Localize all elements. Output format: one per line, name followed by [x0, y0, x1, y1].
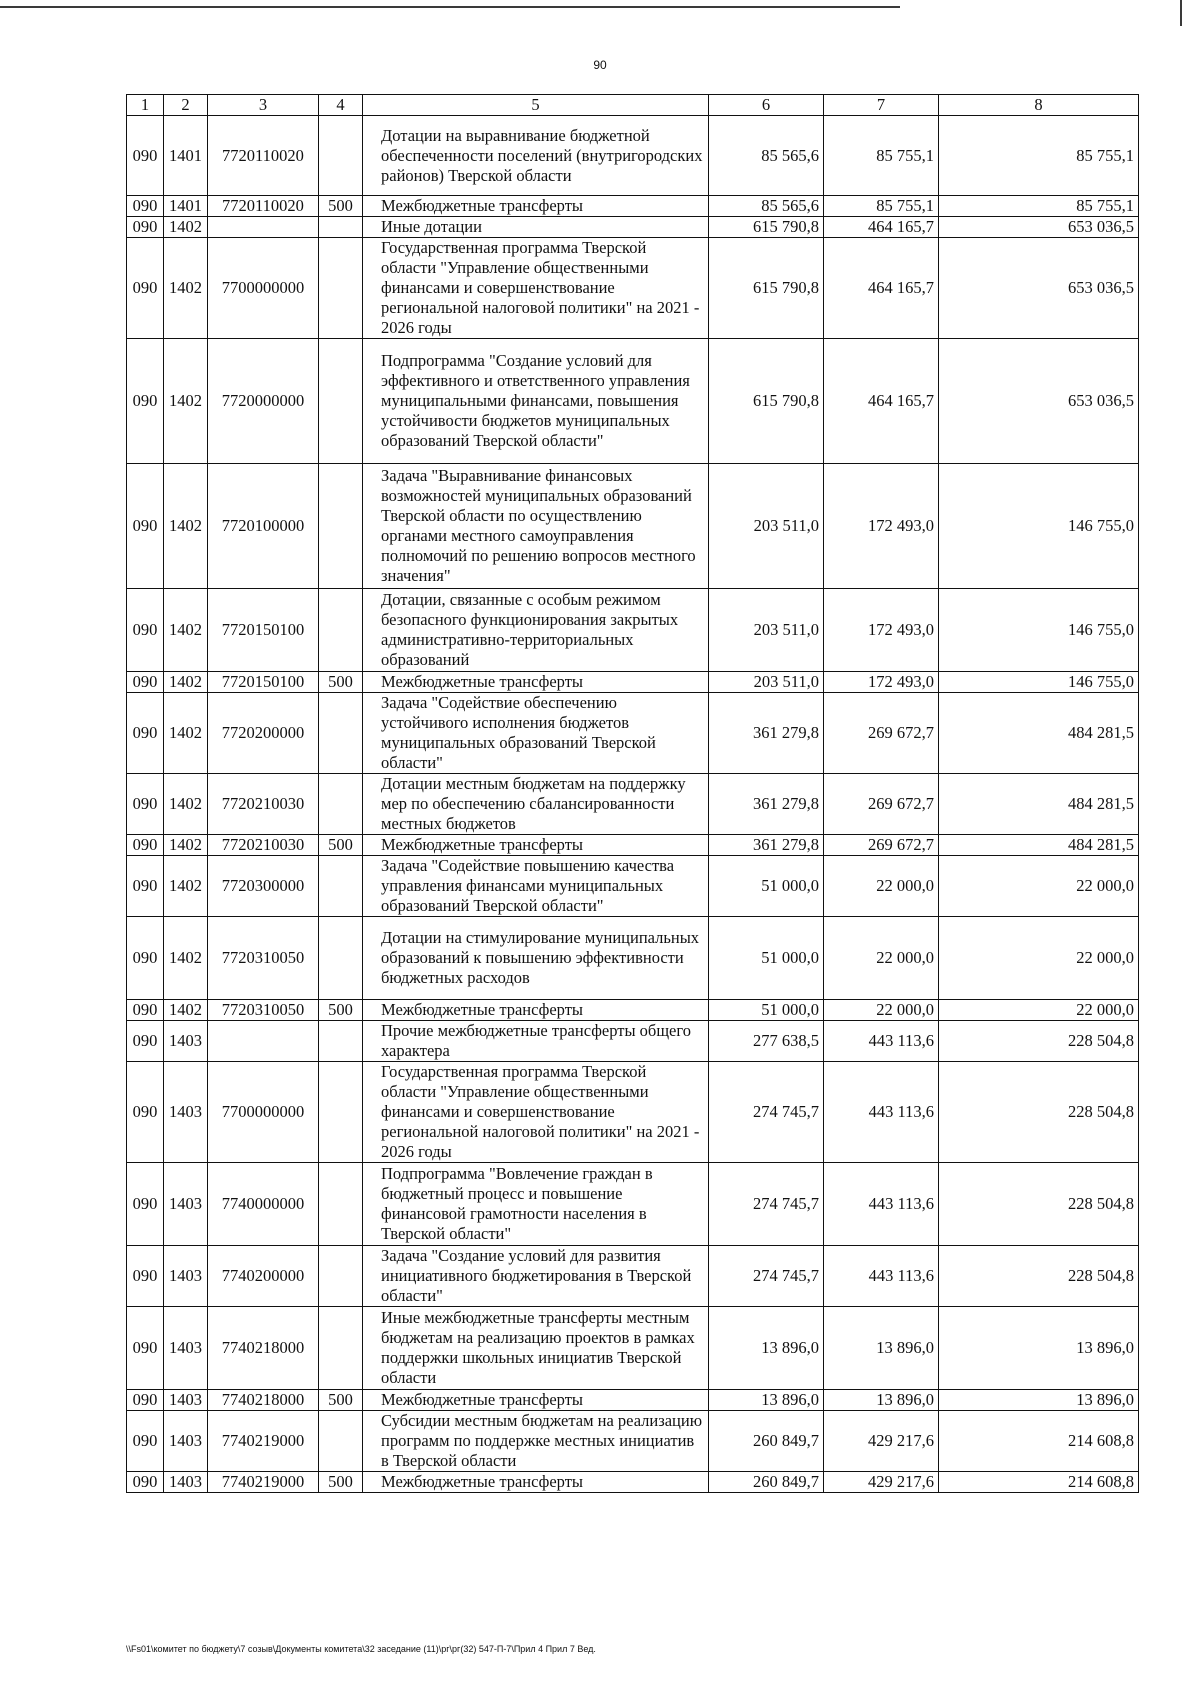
header-col-8: 8 — [939, 95, 1139, 116]
table-row — [127, 1163, 1139, 1246]
cell-amount-8: 85 755,1 — [939, 196, 1139, 217]
cell-amount-7: 464 165,7 — [824, 217, 939, 238]
header-col-1: 1 — [127, 95, 164, 116]
cell-expense-type — [319, 1411, 363, 1472]
cell-expense-type — [319, 339, 363, 464]
cell-name: Дотации на стимулирование муниципальных образований к повышению эффективности бюджетных расходов — [363, 917, 709, 1000]
cell-amount-8: 484 281,5 — [939, 774, 1139, 835]
cell-amount-6: 260 849,7 — [709, 1472, 824, 1493]
cell-amount-7: 429 217,6 — [824, 1411, 939, 1472]
cell-amount-6: 361 279,8 — [709, 835, 824, 856]
cell-amount-7: 172 493,0 — [824, 464, 939, 589]
cell-section: 1403 — [164, 1163, 208, 1246]
cell-target-code: 7740000000 — [208, 1163, 319, 1246]
cell-section: 1402 — [164, 1000, 208, 1021]
cell-code: 090 — [127, 217, 164, 238]
cell-code: 090 — [127, 464, 164, 589]
cell-code: 090 — [127, 116, 164, 196]
cell-amount-7: 443 113,6 — [824, 1021, 939, 1062]
cell-name: Задача "Содействие повышению качества управления финансами муниципальных образований Тверской области" — [363, 856, 709, 917]
cell-code: 090 — [127, 1163, 164, 1246]
cell-amount-7: 172 493,0 — [824, 672, 939, 693]
cell-section: 1403 — [164, 1411, 208, 1472]
scan-edge-line — [0, 6, 900, 8]
cell-amount-8: 146 755,0 — [939, 672, 1139, 693]
cell-code: 090 — [127, 1062, 164, 1163]
cell-target-code: 7720100000 — [208, 464, 319, 589]
cell-section: 1403 — [164, 1021, 208, 1062]
cell-expense-type: 500 — [319, 1000, 363, 1021]
cell-amount-7: 22 000,0 — [824, 1000, 939, 1021]
cell-amount-6: 277 638,5 — [709, 1021, 824, 1062]
cell-code: 090 — [127, 589, 164, 672]
table-row — [127, 1472, 1139, 1493]
cell-expense-type: 500 — [319, 1390, 363, 1411]
cell-expense-type — [319, 464, 363, 589]
cell-name: Государственная программа Тверской области "Управление общественными финансами и совершенствование региональной налоговой политики" на 2021 - 2026 годы — [363, 238, 709, 339]
cell-amount-7: 172 493,0 — [824, 589, 939, 672]
table-row — [127, 196, 1139, 217]
cell-target-code: 7720210030 — [208, 774, 319, 835]
header-col-3: 3 — [208, 95, 319, 116]
table-row — [127, 464, 1139, 589]
cell-amount-8: 22 000,0 — [939, 1000, 1139, 1021]
cell-name: Межбюджетные трансферты — [363, 1000, 709, 1021]
cell-expense-type: 500 — [319, 672, 363, 693]
cell-amount-7: 443 113,6 — [824, 1062, 939, 1163]
cell-amount-7: 22 000,0 — [824, 856, 939, 917]
cell-code: 090 — [127, 856, 164, 917]
cell-expense-type — [319, 1021, 363, 1062]
cell-amount-7: 13 896,0 — [824, 1307, 939, 1390]
scan-edge-mark — [1180, 0, 1182, 26]
cell-code: 090 — [127, 339, 164, 464]
cell-expense-type — [319, 693, 363, 774]
cell-name: Задача "Выравнивание финансовых возможностей муниципальных образований Тверской области по осуществлению органами местного самоуправления полномочий по решению вопросов местного значения" — [363, 464, 709, 589]
table-row — [127, 835, 1139, 856]
cell-amount-6: 274 745,7 — [709, 1246, 824, 1307]
cell-target-code: 7720110020 — [208, 196, 319, 217]
header-col-5: 5 — [363, 95, 709, 116]
table-row — [127, 1246, 1139, 1307]
cell-amount-7: 464 165,7 — [824, 339, 939, 464]
cell-section: 1403 — [164, 1472, 208, 1493]
cell-target-code: 7740219000 — [208, 1411, 319, 1472]
cell-section: 1401 — [164, 116, 208, 196]
cell-name: Подпрограмма "Вовлечение граждан в бюджетный процесс и повышение финансовой грамотности населения в Тверской области" — [363, 1163, 709, 1246]
cell-expense-type — [319, 238, 363, 339]
cell-code: 090 — [127, 1472, 164, 1493]
cell-name: Задача "Создание условий для развития инициативного бюджетирования в Тверской области" — [363, 1246, 709, 1307]
cell-amount-6: 13 896,0 — [709, 1307, 824, 1390]
cell-amount-6: 274 745,7 — [709, 1062, 824, 1163]
cell-amount-7: 429 217,6 — [824, 1472, 939, 1493]
cell-expense-type — [319, 1246, 363, 1307]
cell-amount-6: 615 790,8 — [709, 339, 824, 464]
cell-amount-7: 85 755,1 — [824, 116, 939, 196]
cell-amount-8: 228 504,8 — [939, 1021, 1139, 1062]
cell-amount-8: 228 504,8 — [939, 1163, 1139, 1246]
table-row — [127, 1411, 1139, 1472]
cell-target-code: 7720000000 — [208, 339, 319, 464]
table-row — [127, 589, 1139, 672]
cell-code: 090 — [127, 1390, 164, 1411]
cell-expense-type: 500 — [319, 196, 363, 217]
table-row — [127, 116, 1139, 196]
cell-target-code: 7720150100 — [208, 589, 319, 672]
cell-section: 1403 — [164, 1062, 208, 1163]
cell-section: 1402 — [164, 217, 208, 238]
cell-amount-6: 85 565,6 — [709, 196, 824, 217]
cell-name: Иные дотации — [363, 217, 709, 238]
cell-code: 090 — [127, 1411, 164, 1472]
cell-code: 090 — [127, 917, 164, 1000]
cell-name: Прочие межбюджетные трансферты общего характера — [363, 1021, 709, 1062]
cell-name: Дотации на выравнивание бюджетной обеспеченности поселений (внутригородских районов) Тверской области — [363, 116, 709, 196]
cell-code: 090 — [127, 835, 164, 856]
cell-amount-8: 653 036,5 — [939, 339, 1139, 464]
table-row — [127, 1021, 1139, 1062]
cell-expense-type: 500 — [319, 835, 363, 856]
cell-amount-7: 269 672,7 — [824, 693, 939, 774]
table-row — [127, 917, 1139, 1000]
cell-amount-7: 22 000,0 — [824, 917, 939, 1000]
header-col-4: 4 — [319, 95, 363, 116]
cell-target-code: 7720200000 — [208, 693, 319, 774]
cell-amount-6: 203 511,0 — [709, 464, 824, 589]
cell-target-code: 7740200000 — [208, 1246, 319, 1307]
cell-amount-8: 13 896,0 — [939, 1390, 1139, 1411]
table-row — [127, 238, 1139, 339]
cell-name: Межбюджетные трансферты — [363, 835, 709, 856]
cell-section: 1403 — [164, 1246, 208, 1307]
cell-name: Межбюджетные трансферты — [363, 672, 709, 693]
cell-section: 1401 — [164, 196, 208, 217]
table-row — [127, 339, 1139, 464]
cell-amount-7: 464 165,7 — [824, 238, 939, 339]
table-header-row — [127, 95, 1139, 116]
cell-amount-7: 269 672,7 — [824, 774, 939, 835]
cell-section: 1402 — [164, 774, 208, 835]
table-row — [127, 1000, 1139, 1021]
cell-target-code: 7720300000 — [208, 856, 319, 917]
footer-file-path: \\Fs01\комитет по бюджету\7 созыв\Документы комитета\32 заседание (11)\рг\рг(32) 547-П-7\Прил 4 Прил 7 Вед. — [126, 1644, 596, 1654]
cell-amount-6: 203 511,0 — [709, 589, 824, 672]
cell-amount-7: 13 896,0 — [824, 1390, 939, 1411]
cell-amount-6: 615 790,8 — [709, 238, 824, 339]
cell-code: 090 — [127, 1021, 164, 1062]
cell-amount-8: 653 036,5 — [939, 217, 1139, 238]
cell-target-code — [208, 1021, 319, 1062]
cell-name: Иные межбюджетные трансферты местным бюджетам на реализацию проектов в рамках поддержки школьных инициатив Тверской области — [363, 1307, 709, 1390]
cell-section: 1402 — [164, 339, 208, 464]
cell-amount-6: 274 745,7 — [709, 1163, 824, 1246]
table-row — [127, 693, 1139, 774]
cell-amount-8: 146 755,0 — [939, 589, 1139, 672]
cell-section: 1402 — [164, 238, 208, 339]
cell-amount-7: 443 113,6 — [824, 1246, 939, 1307]
cell-amount-6: 203 511,0 — [709, 672, 824, 693]
cell-expense-type — [319, 116, 363, 196]
cell-target-code: 7740218000 — [208, 1307, 319, 1390]
cell-amount-8: 85 755,1 — [939, 116, 1139, 196]
cell-expense-type — [319, 917, 363, 1000]
cell-amount-6: 13 896,0 — [709, 1390, 824, 1411]
cell-name: Государственная программа Тверской области "Управление общественными финансами и совершенствование региональной налоговой политики" на 2021 - 2026 годы — [363, 1062, 709, 1163]
cell-target-code: 7720110020 — [208, 116, 319, 196]
table-row — [127, 856, 1139, 917]
cell-section: 1403 — [164, 1307, 208, 1390]
cell-target-code: 7720310050 — [208, 1000, 319, 1021]
cell-code: 090 — [127, 672, 164, 693]
cell-amount-8: 13 896,0 — [939, 1307, 1139, 1390]
cell-amount-8: 228 504,8 — [939, 1246, 1139, 1307]
cell-target-code: 7720210030 — [208, 835, 319, 856]
cell-name: Межбюджетные трансферты — [363, 196, 709, 217]
cell-amount-8: 653 036,5 — [939, 238, 1139, 339]
cell-name: Межбюджетные трансферты — [363, 1472, 709, 1493]
cell-target-code: 7740219000 — [208, 1472, 319, 1493]
cell-expense-type: 500 — [319, 1472, 363, 1493]
table-row — [127, 672, 1139, 693]
cell-target-code: 7700000000 — [208, 238, 319, 339]
cell-target-code — [208, 217, 319, 238]
header-col-6: 6 — [709, 95, 824, 116]
cell-name: Задача "Содействие обеспечению устойчивого исполнения бюджетов муниципальных образований Тверской области" — [363, 693, 709, 774]
cell-amount-8: 22 000,0 — [939, 917, 1139, 1000]
cell-section: 1402 — [164, 672, 208, 693]
table-body — [127, 116, 1139, 1493]
cell-amount-7: 269 672,7 — [824, 835, 939, 856]
cell-name: Подпрограмма "Создание условий для эффективного и ответственного управления муниципальными финансами, повышения устойчивости бюджетов муниципальных образований Тверской области" — [363, 339, 709, 464]
cell-amount-8: 22 000,0 — [939, 856, 1139, 917]
cell-section: 1403 — [164, 1390, 208, 1411]
cell-amount-6: 260 849,7 — [709, 1411, 824, 1472]
table-row — [127, 1307, 1139, 1390]
cell-amount-6: 51 000,0 — [709, 917, 824, 1000]
cell-code: 090 — [127, 774, 164, 835]
cell-amount-6: 361 279,8 — [709, 774, 824, 835]
cell-section: 1402 — [164, 693, 208, 774]
cell-amount-8: 228 504,8 — [939, 1062, 1139, 1163]
cell-expense-type — [319, 1307, 363, 1390]
cell-section: 1402 — [164, 835, 208, 856]
cell-section: 1402 — [164, 464, 208, 589]
cell-name: Дотации местным бюджетам на поддержку мер по обеспечению сбалансированности местных бюджетов — [363, 774, 709, 835]
page-number: 90 — [593, 58, 607, 72]
cell-target-code: 7720310050 — [208, 917, 319, 1000]
cell-target-code: 7700000000 — [208, 1062, 319, 1163]
cell-code: 090 — [127, 238, 164, 339]
cell-target-code: 7720150100 — [208, 672, 319, 693]
cell-amount-8: 214 608,8 — [939, 1411, 1139, 1472]
cell-expense-type — [319, 1062, 363, 1163]
cell-name: Субсидии местным бюджетам на реализацию программ по поддержке местных инициатив в Тверской области — [363, 1411, 709, 1472]
cell-target-code: 7740218000 — [208, 1390, 319, 1411]
cell-expense-type — [319, 217, 363, 238]
cell-amount-7: 443 113,6 — [824, 1163, 939, 1246]
cell-expense-type — [319, 774, 363, 835]
cell-expense-type — [319, 856, 363, 917]
cell-code: 090 — [127, 693, 164, 774]
header-col-2: 2 — [164, 95, 208, 116]
cell-code: 090 — [127, 196, 164, 217]
cell-amount-6: 85 565,6 — [709, 116, 824, 196]
cell-section: 1402 — [164, 856, 208, 917]
cell-code: 090 — [127, 1246, 164, 1307]
cell-amount-6: 615 790,8 — [709, 217, 824, 238]
cell-name: Межбюджетные трансферты — [363, 1390, 709, 1411]
cell-name: Дотации, связанные с особым режимом безопасного функционирования закрытых административно-территориальных образований — [363, 589, 709, 672]
cell-amount-7: 85 755,1 — [824, 196, 939, 217]
table-row — [127, 774, 1139, 835]
cell-amount-8: 484 281,5 — [939, 693, 1139, 774]
budget-table — [126, 94, 1139, 1493]
table-row — [127, 1062, 1139, 1163]
cell-section: 1402 — [164, 917, 208, 1000]
table-row — [127, 217, 1139, 238]
cell-amount-6: 361 279,8 — [709, 693, 824, 774]
cell-expense-type — [319, 1163, 363, 1246]
cell-amount-8: 214 608,8 — [939, 1472, 1139, 1493]
cell-code: 090 — [127, 1307, 164, 1390]
cell-expense-type — [319, 589, 363, 672]
cell-amount-6: 51 000,0 — [709, 1000, 824, 1021]
cell-amount-8: 484 281,5 — [939, 835, 1139, 856]
header-col-7: 7 — [824, 95, 939, 116]
cell-section: 1402 — [164, 589, 208, 672]
table-row — [127, 1390, 1139, 1411]
cell-amount-8: 146 755,0 — [939, 464, 1139, 589]
cell-amount-6: 51 000,0 — [709, 856, 824, 917]
cell-code: 090 — [127, 1000, 164, 1021]
